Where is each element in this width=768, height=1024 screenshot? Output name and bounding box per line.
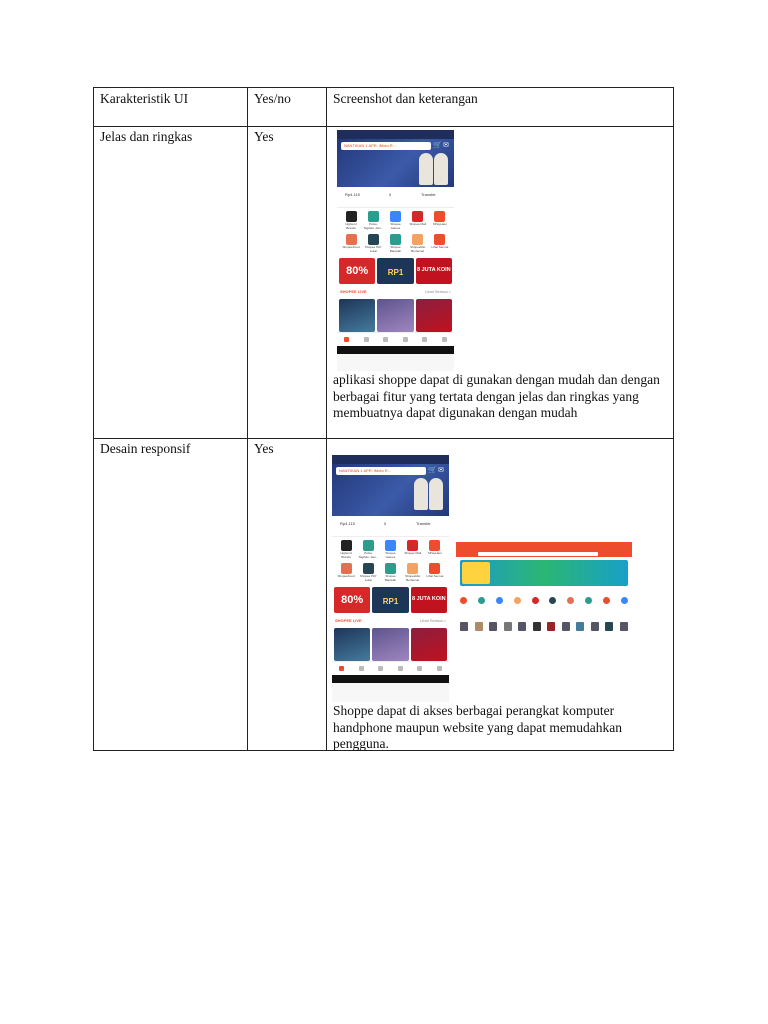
desktop-category-row bbox=[460, 622, 628, 631]
menu-item: SPayLater bbox=[424, 540, 446, 559]
menu-item: Pulsa, Tagihan, dan... bbox=[357, 540, 379, 559]
live-thumbnail bbox=[377, 299, 413, 332]
bottom-nav bbox=[332, 661, 449, 675]
model-figure bbox=[414, 478, 428, 510]
home-icon bbox=[344, 337, 349, 342]
chat-icon: ✉ bbox=[443, 141, 449, 149]
row-divider bbox=[94, 438, 673, 439]
wallet-coins: 0 bbox=[389, 192, 392, 197]
menu-item: ShopeeMei Berhemat bbox=[407, 234, 429, 253]
wallet-coins: 0 bbox=[384, 521, 387, 526]
menu-item: ShopeeFood bbox=[340, 234, 362, 253]
header-screenshot: Screenshot dan keterangan bbox=[333, 91, 478, 106]
desktop-header bbox=[456, 542, 632, 551]
live-icon bbox=[383, 337, 388, 342]
feature-menu-grid bbox=[337, 208, 454, 255]
search-input: NANTIKAN 1 APR: iMoto R... bbox=[336, 467, 426, 475]
menu-item: SPayLater bbox=[429, 211, 451, 230]
menu-item: Shopee PAY Lokal bbox=[362, 234, 384, 253]
desktop-search-input bbox=[478, 552, 598, 556]
live-thumbnail bbox=[339, 299, 375, 332]
menu-item: Highend Brands bbox=[340, 211, 362, 230]
menu-item: Lihat Semua bbox=[429, 234, 451, 253]
model-figure bbox=[434, 153, 448, 185]
menu-item: Shopee Mall bbox=[407, 211, 429, 230]
live-icon bbox=[378, 666, 383, 671]
desktop-feature-icons bbox=[460, 597, 628, 604]
wallet-balance: Rp4.115 bbox=[340, 521, 355, 526]
live-more-link: Lihat Semua > bbox=[425, 289, 451, 294]
mall-icon bbox=[359, 666, 364, 671]
bottom-nav bbox=[337, 332, 454, 346]
promo-coins: 8 JUTA KOIN bbox=[416, 258, 452, 284]
cart-icon: 🛒 bbox=[428, 466, 437, 474]
promo-banner bbox=[332, 464, 449, 516]
wallet-transfer: Transfer bbox=[416, 521, 431, 526]
video-icon bbox=[403, 337, 408, 342]
header-characteristic: Karakteristik UI bbox=[100, 91, 189, 106]
status-bar bbox=[332, 455, 449, 464]
live-thumbnail bbox=[372, 628, 408, 661]
promo-discount: 80% bbox=[334, 587, 370, 613]
mall-icon bbox=[364, 337, 369, 342]
menu-item: Shopee Mall bbox=[402, 540, 424, 559]
row1-description: aplikasi shoppe dapat di gunakan dengan mudah dan dengan berbagai fitur yang tertata dengan jelas dan ringkas yang membuatnya dapat digunakan dengan mudah bbox=[333, 372, 660, 421]
promo-coins: 8 JUTA KOIN bbox=[411, 587, 447, 613]
menu-item: Shopee Barokah bbox=[379, 563, 401, 582]
menu-item: Shopee Games bbox=[384, 211, 406, 230]
chat-icon: ✉ bbox=[438, 466, 444, 474]
header-yes-no: Yes/no bbox=[254, 91, 291, 106]
feature-menu-grid bbox=[332, 537, 449, 584]
row1-criterion: Jelas dan ringkas bbox=[100, 129, 193, 144]
search-input: NANTIKAN 1 APR: iMoto R... bbox=[341, 142, 431, 150]
menu-item: Highend Brands bbox=[335, 540, 357, 559]
live-header bbox=[332, 616, 449, 628]
row-divider bbox=[94, 126, 673, 127]
live-more-link: Lihat Semua > bbox=[420, 618, 446, 623]
system-nav-bar bbox=[332, 675, 449, 683]
wallet-transfer: Transfer bbox=[421, 192, 436, 197]
menu-item: Shopee PAY Lokal bbox=[357, 563, 379, 582]
menu-item: Shopee Games bbox=[379, 540, 401, 559]
row1-answer: Yes bbox=[254, 129, 274, 144]
wallet-balance: Rp4.115 bbox=[345, 192, 360, 197]
model-figure bbox=[419, 153, 433, 185]
profile-icon bbox=[442, 337, 447, 342]
wallet-bar bbox=[332, 516, 449, 537]
desktop-search-bar bbox=[456, 551, 632, 557]
live-thumbnail bbox=[416, 299, 452, 332]
column-divider bbox=[247, 88, 248, 750]
promo-row bbox=[337, 255, 454, 287]
notification-icon bbox=[422, 337, 427, 342]
model-figure bbox=[429, 478, 443, 510]
video-icon bbox=[398, 666, 403, 671]
shopee-desktop-screenshot bbox=[456, 542, 632, 640]
promo-row bbox=[332, 584, 449, 616]
live-label: SHOPEE LIVE bbox=[335, 618, 362, 623]
cart-icon: 🛒 bbox=[433, 141, 442, 149]
menu-item: Shopee Barokah bbox=[384, 234, 406, 253]
promo-flash-sale: RP1 bbox=[372, 587, 408, 613]
menu-item: Lihat Semua bbox=[424, 563, 446, 582]
live-label: SHOPEE LIVE bbox=[340, 289, 367, 294]
shopee-mobile-screenshot bbox=[332, 455, 449, 702]
live-thumbnail bbox=[334, 628, 370, 661]
live-thumbnail bbox=[411, 628, 447, 661]
profile-icon bbox=[437, 666, 442, 671]
promo-banner bbox=[337, 139, 454, 187]
desktop-side-banner bbox=[462, 562, 490, 584]
promo-discount: 80% bbox=[339, 258, 375, 284]
live-thumbnails bbox=[332, 628, 449, 661]
home-icon bbox=[339, 666, 344, 671]
menu-item: ShopeeMei Berhemat bbox=[402, 563, 424, 582]
status-bar bbox=[337, 130, 454, 139]
wallet-bar bbox=[337, 187, 454, 208]
live-header bbox=[337, 287, 454, 299]
shopee-mobile-screenshot bbox=[337, 130, 454, 371]
menu-item: ShopeeFood bbox=[335, 563, 357, 582]
notification-icon bbox=[417, 666, 422, 671]
column-divider bbox=[326, 88, 327, 750]
row2-criterion: Desain responsif bbox=[100, 441, 191, 456]
live-thumbnails bbox=[337, 299, 454, 332]
promo-flash-sale: RP1 bbox=[377, 258, 413, 284]
system-nav-bar bbox=[337, 346, 454, 354]
menu-item: Pulsa, Tagihan, dan... bbox=[362, 211, 384, 230]
row2-description: Shoppe dapat di akses berbagai perangkat komputer handphone maupun website yang dapat memudahkan pengguna. bbox=[333, 703, 623, 752]
row2-answer: Yes bbox=[254, 441, 274, 456]
